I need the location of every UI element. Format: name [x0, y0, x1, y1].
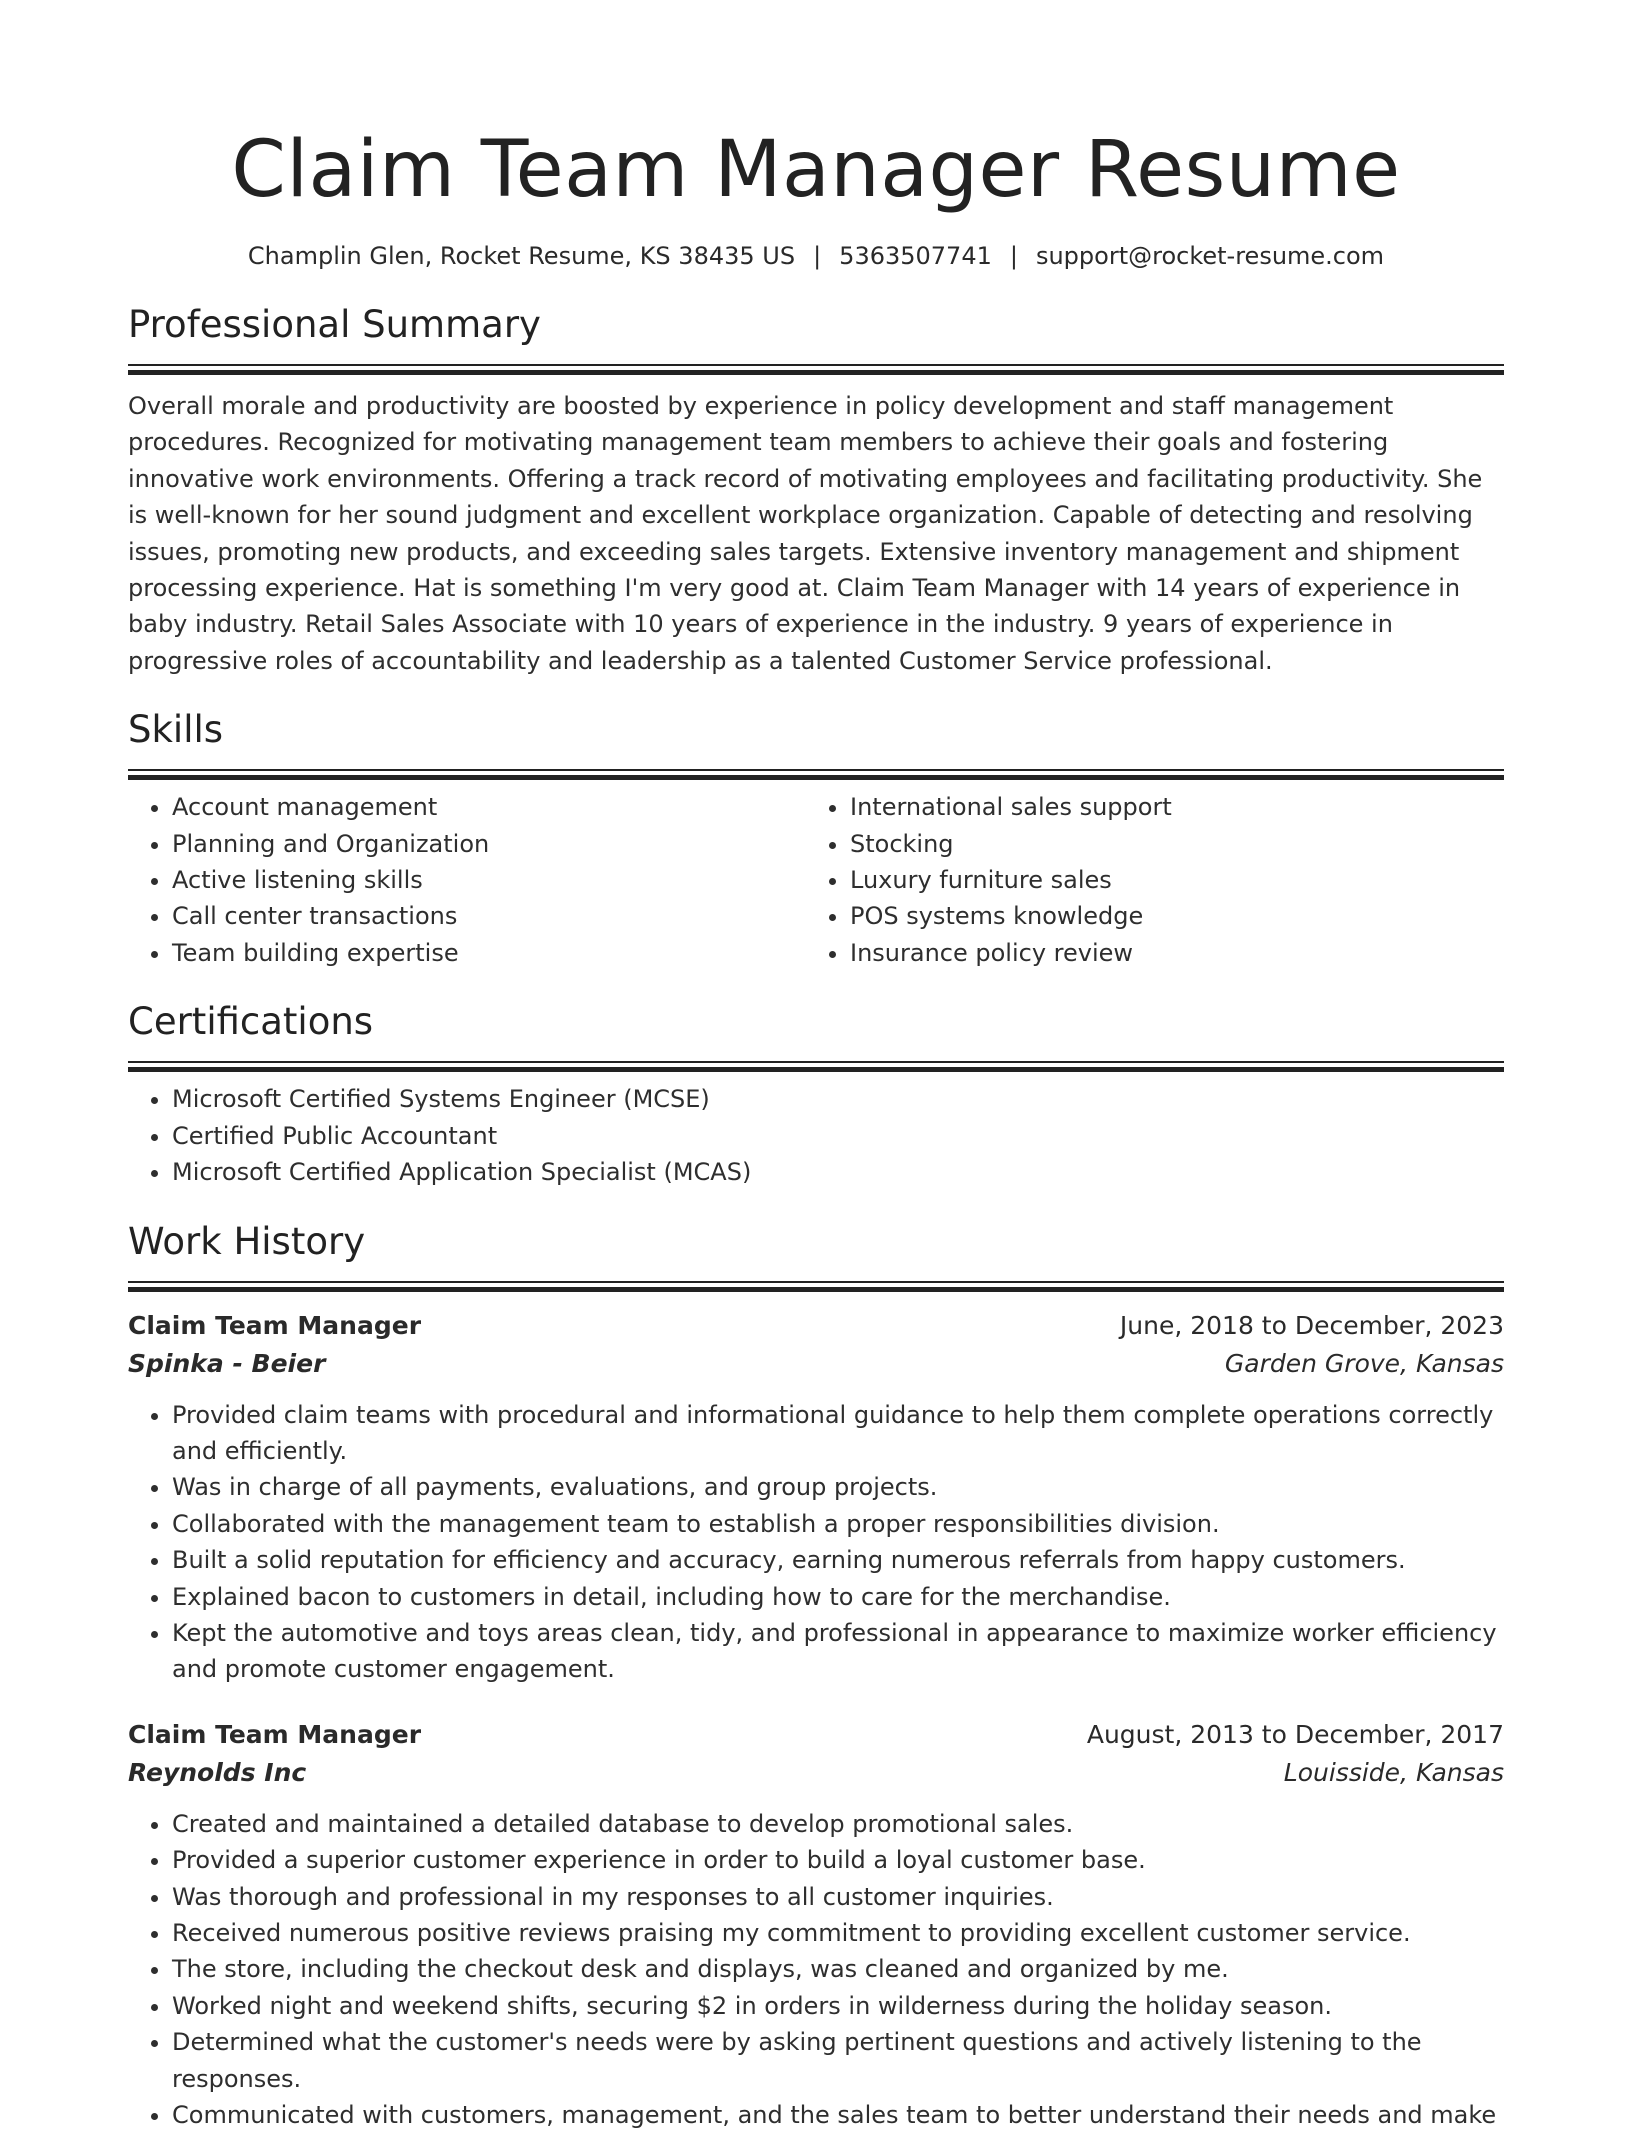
job-bullet: • Communicated with customers, management, and the sales team to better understand their needs and make [172, 2097, 1504, 2133]
skill-item: • Call center transactions [172, 898, 806, 934]
professional-summary-section [128, 298, 1504, 679]
skills-column-right [806, 779, 1484, 971]
skill-item: • International sales support [850, 789, 1484, 825]
job-company: Reynolds Inc [128, 1754, 306, 1792]
contact-phone: 5363507741 [839, 242, 992, 270]
job-bullet: • Worked night and weekend shifts, securing $2 in orders in wilderness during the holiday season. [172, 1988, 1504, 2024]
job-bullet: • Explained bacon to customers in detail, including how to care for the merchandise. [172, 1579, 1504, 1615]
certification-item: • Microsoft Certified Systems Engineer (MCSE) [172, 1081, 1504, 1117]
certification-item: • Microsoft Certified Application Specialist (MCAS) [172, 1154, 1504, 1190]
section-heading: Professional Summary [128, 298, 1504, 352]
resume-page [128, 0, 1504, 2133]
job-bullet: • Was thorough and professional in my responses to all customer inquiries. [172, 1879, 1504, 1915]
job-location: Louisside, Kansas [1284, 1754, 1504, 1792]
certifications-section [128, 995, 1504, 1190]
job-bullet: • The store, including the checkout desk and displays, was cleaned and organized by me. [172, 1951, 1504, 1987]
resume-title: Claim Team Manager Resume [128, 118, 1504, 222]
contact-line [128, 238, 1504, 274]
skill-item: • Luxury furniture sales [850, 862, 1484, 898]
job-dates: June, 2018 to December, 2023 [1120, 1307, 1504, 1345]
section-divider [128, 1061, 1504, 1071]
section-heading: Skills [128, 703, 1504, 757]
job-title: Claim Team Manager [128, 1307, 421, 1345]
job-bullet: • Provided claim teams with procedural and informational guidance to help them complete operations correctly and efficiently. [172, 1397, 1504, 1470]
job-bullet: • Was in charge of all payments, evaluations, and group projects. [172, 1469, 1504, 1505]
section-heading: Work History [128, 1215, 1504, 1269]
section-divider [128, 769, 1504, 779]
contact-separator: | [813, 238, 821, 274]
section-heading: Certifications [128, 995, 1504, 1049]
skill-item: • Insurance policy review [850, 935, 1484, 971]
contact-email: support@rocket-resume.com [1036, 242, 1384, 270]
job-title: Claim Team Manager [128, 1716, 421, 1754]
skill-item: • Stocking [850, 826, 1484, 862]
skill-item: • Planning and Organization [172, 826, 806, 862]
job-location: Garden Grove, Kansas [1225, 1345, 1504, 1383]
job-bullet: • Received numerous positive reviews praising my commitment to providing excellent customer service. [172, 1915, 1504, 1951]
job-bullet: • Collaborated with the management team to establish a proper responsibilities division. [172, 1506, 1504, 1542]
skill-item: • POS systems knowledge [850, 898, 1484, 934]
skills-column-left [128, 779, 806, 971]
skill-item: • Active listening skills [172, 862, 806, 898]
skill-item: • Team building expertise [172, 935, 806, 971]
summary-paragraph: Overall morale and productivity are boosted by experience in policy development and staff management procedures. Recognized for motivating management team members to achieve their goals and fostering innovative work environments. Offering a track record of motivating employees and facilitating productivity. She is well-known for her sound judgment and excellent workplace organization. Capable of detecting and resolving issues, promoting new products, and exceeding sales targets. Extensive inventory management and shipment processing experience. Hat is something I'm very good at. Claim Team Manager with 14 years of experience in baby industry. Retail Sales Associate with 10 years of experience in the industry. 9 years of experience in progressive roles of accountability and leadership as a talented Customer Service professional. [128, 388, 1504, 679]
work-history-section [128, 1215, 1504, 2133]
section-divider [128, 1281, 1504, 1291]
job-bullet: • Kept the automotive and toys areas clean, tidy, and professional in appearance to maximize worker efficiency and promote customer engagement. [172, 1615, 1504, 1688]
skills-section [128, 703, 1504, 971]
job-bullet: • Built a solid reputation for efficiency and accuracy, earning numerous referrals from happy customers. [172, 1542, 1504, 1578]
job-bullet: • Determined what the customer's needs were by asking pertinent questions and actively listening to the responses. [172, 2024, 1504, 2097]
section-divider [128, 364, 1504, 374]
skills-columns [128, 779, 1504, 971]
job-bullet: • Provided a superior customer experience in order to build a loyal customer base. [172, 1842, 1504, 1878]
job-dates: August, 2013 to December, 2017 [1087, 1716, 1504, 1754]
skill-item: • Account management [172, 789, 806, 825]
job-entry [128, 1716, 1504, 2133]
certification-item: • Certified Public Accountant [172, 1118, 1504, 1154]
job-bullet: • Created and maintained a detailed database to develop promotional sales. [172, 1806, 1504, 1842]
contact-address: Champlin Glen, Rocket Resume, KS 38435 US [248, 242, 795, 270]
contact-separator: | [1010, 238, 1018, 274]
job-company: Spinka - Beier [128, 1345, 325, 1383]
job-entry [128, 1307, 1504, 1688]
